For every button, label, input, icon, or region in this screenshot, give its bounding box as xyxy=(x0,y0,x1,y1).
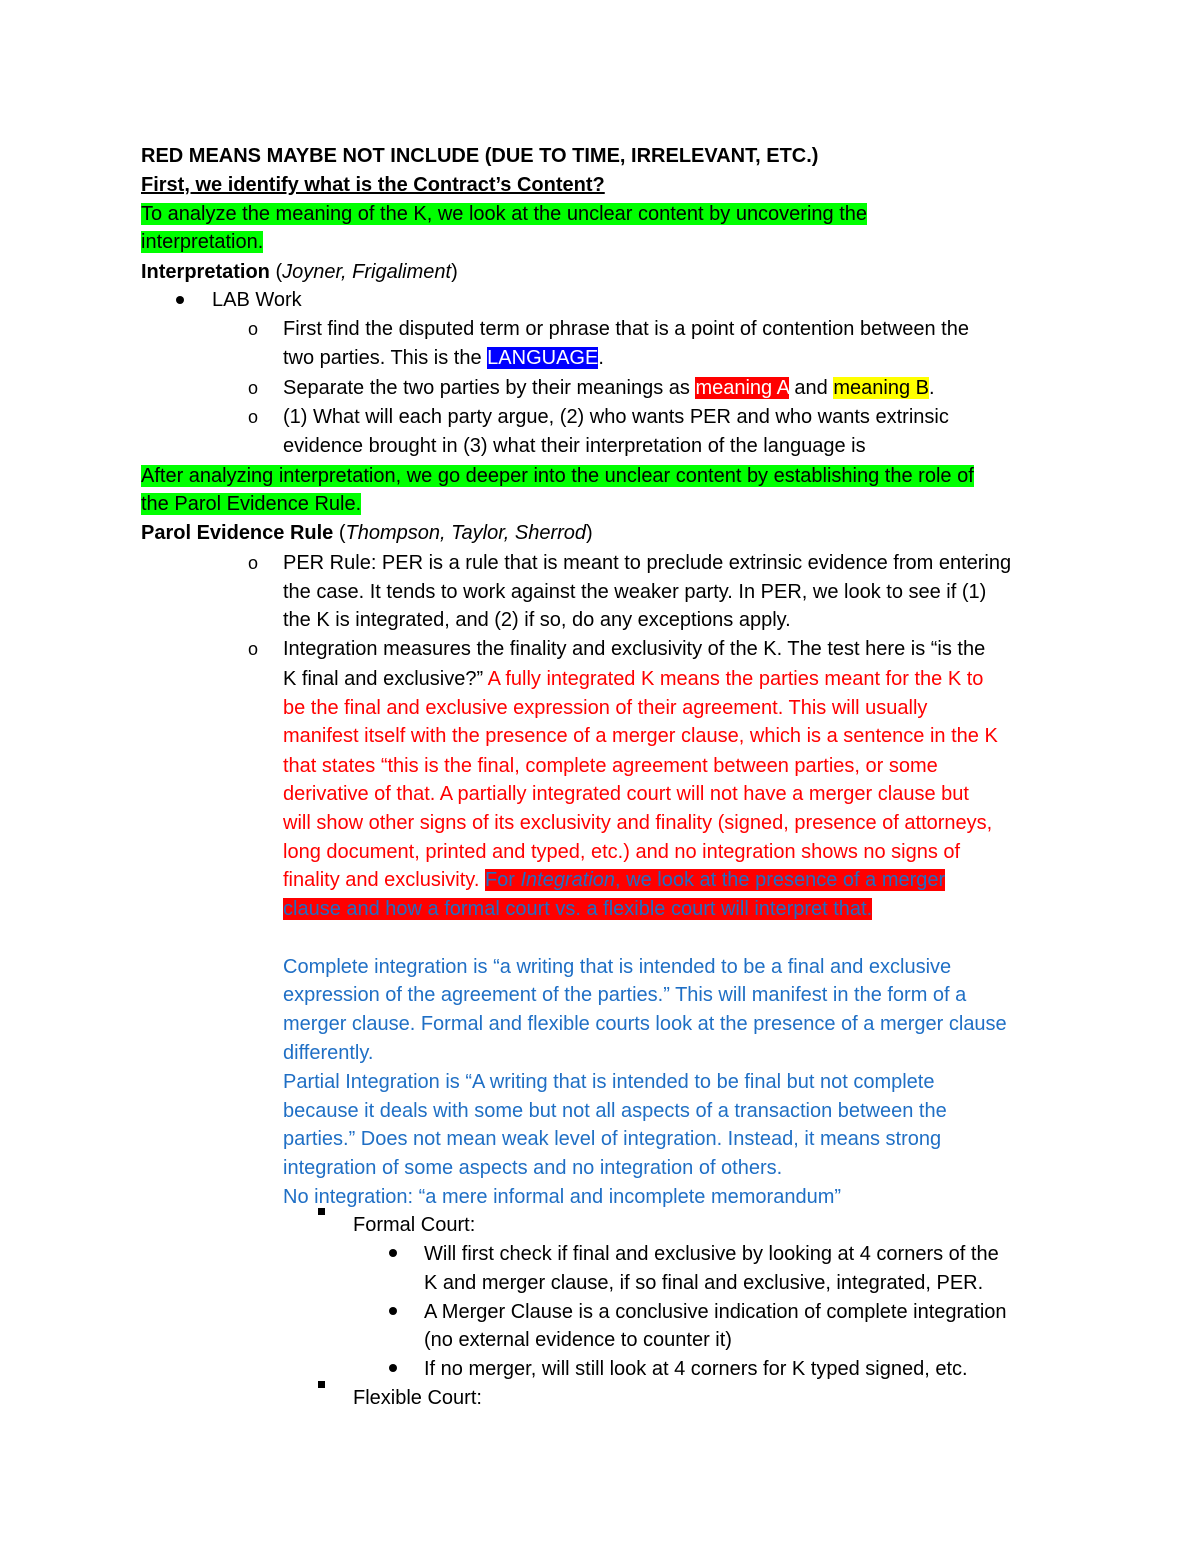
bullet-disc-icon xyxy=(176,296,184,304)
integration-line-2: K final and exclusive?” A fully integrated K means the parties meant for the K to xyxy=(283,668,984,690)
partial-line-4: integration of some aspects and no integration of others. xyxy=(283,1157,783,1179)
complete-line-1: Complete integration is “a writing that is intended to be a final and exclusive xyxy=(283,956,952,978)
circle-bullet-icon: o xyxy=(248,378,259,398)
complete-line-3: merger clause. Formal and flexible courts look at the presence of a merger clause xyxy=(283,1013,1007,1035)
integration-line-4: manifest itself with the presence of a merger clause, which is a sentence in the K xyxy=(283,725,998,747)
formal-bullet-1-line-2: K and merger clause, if so final and exclusive, integrated, PER. xyxy=(424,1272,984,1294)
transition-line-2: the Parol Evidence Rule. xyxy=(141,493,362,515)
circle-bullet-icon: o xyxy=(248,553,259,573)
bullet-disc-icon xyxy=(389,1364,397,1372)
circle-bullet-icon: o xyxy=(248,639,259,659)
per-heading: Parol Evidence Rule (Thompson, Taylor, Sherrod) xyxy=(141,522,593,544)
interp-item-3-line-1: (1) What will each party argue, (2) who wants PER and who wants extrinsic xyxy=(283,406,949,428)
interpretation-heading: Interpretation (Joyner, Frigaliment) xyxy=(141,261,458,283)
interp-item-1-line-1: First find the disputed term or phrase that is a point of contention between the xyxy=(283,318,969,340)
section-question: First, we identify what is the Contract’s Content? xyxy=(141,174,605,196)
integration-line-1: Integration measures the finality and exclusivity of the K. The test here is “is the xyxy=(283,638,986,660)
integration-line-9: finality and exclusivity. For Integration, we look at the presence of a merger xyxy=(283,869,946,891)
complete-line-2: expression of the agreement of the parties.” This will manifest in the form of a xyxy=(283,984,967,1006)
integration-line-5: that states “this is the final, complete agreement between parties, or some xyxy=(283,755,938,777)
transition-line-1: After analyzing interpretation, we go deeper into the unclear content by establishing the role of xyxy=(141,465,974,487)
bullet-disc-icon xyxy=(389,1307,397,1315)
integration-line-10: clause and how a formal court vs. a flexible court will interpret that. xyxy=(283,898,873,920)
interp-item-2: Separate the two parties by their meanings as meaning A and meaning B. xyxy=(283,377,935,399)
partial-line-2: because it deals with some but not all aspects of a transaction between the xyxy=(283,1100,947,1122)
square-bullet-icon xyxy=(318,1381,325,1388)
intro-line-1: To analyze the meaning of the K, we look at the unclear content by uncovering the xyxy=(141,203,868,225)
formal-bullet-2-line-2: (no external evidence to counter it) xyxy=(424,1329,732,1351)
page-title: RED MEANS MAYBE NOT INCLUDE (DUE TO TIME, IRRELEVANT, ETC.) xyxy=(141,145,819,167)
lab-work-label: LAB Work xyxy=(212,289,302,311)
per-rule-line-1: PER Rule: PER is a rule that is meant to preclude extrinsic evidence from entering xyxy=(283,552,1012,574)
flexible-court-label: Flexible Court: xyxy=(353,1387,482,1409)
integration-line-8: long document, printed and typed, etc.) and no integration shows no signs of xyxy=(283,841,961,863)
formal-court-label: Formal Court: xyxy=(353,1214,476,1236)
formal-bullet-3: If no merger, will still look at 4 corners for K typed signed, etc. xyxy=(424,1358,968,1380)
formal-bullet-2-line-1: A Merger Clause is a conclusive indication of complete integration xyxy=(424,1301,1007,1323)
per-rule-line-3: the K is integrated, and (2) if so, do any exceptions apply. xyxy=(283,609,791,631)
integration-line-3: be the final and exclusive expression of their agreement. This will usually xyxy=(283,697,928,719)
no-integration-line: No integration: “a mere informal and incomplete memorandum” xyxy=(283,1186,842,1208)
complete-line-4: differently. xyxy=(283,1042,374,1064)
interp-item-1-line-2: two parties. This is the LANGUAGE. xyxy=(283,347,604,369)
circle-bullet-icon: o xyxy=(248,319,259,339)
partial-line-1: Partial Integration is “A writing that is intended to be final but not complete xyxy=(283,1071,935,1093)
square-bullet-icon xyxy=(318,1208,325,1215)
per-rule-line-2: the case. It tends to work against the weaker party. In PER, we look to see if (1) xyxy=(283,581,987,603)
bullet-disc-icon xyxy=(389,1249,397,1257)
partial-line-3: parties.” Does not mean weak level of integration. Instead, it means strong xyxy=(283,1128,942,1150)
circle-bullet-icon: o xyxy=(248,407,259,427)
integration-line-7: will show other signs of its exclusivity and finality (signed, presence of attorneys, xyxy=(283,812,993,834)
integration-line-6: derivative of that. A partially integrated court will not have a merger clause but xyxy=(283,783,969,805)
interp-item-3-line-2: evidence brought in (3) what their interpretation of the language is xyxy=(283,435,866,457)
formal-bullet-1-line-1: Will first check if final and exclusive by looking at 4 corners of the xyxy=(424,1243,999,1265)
intro-line-2: interpretation. xyxy=(141,231,264,253)
